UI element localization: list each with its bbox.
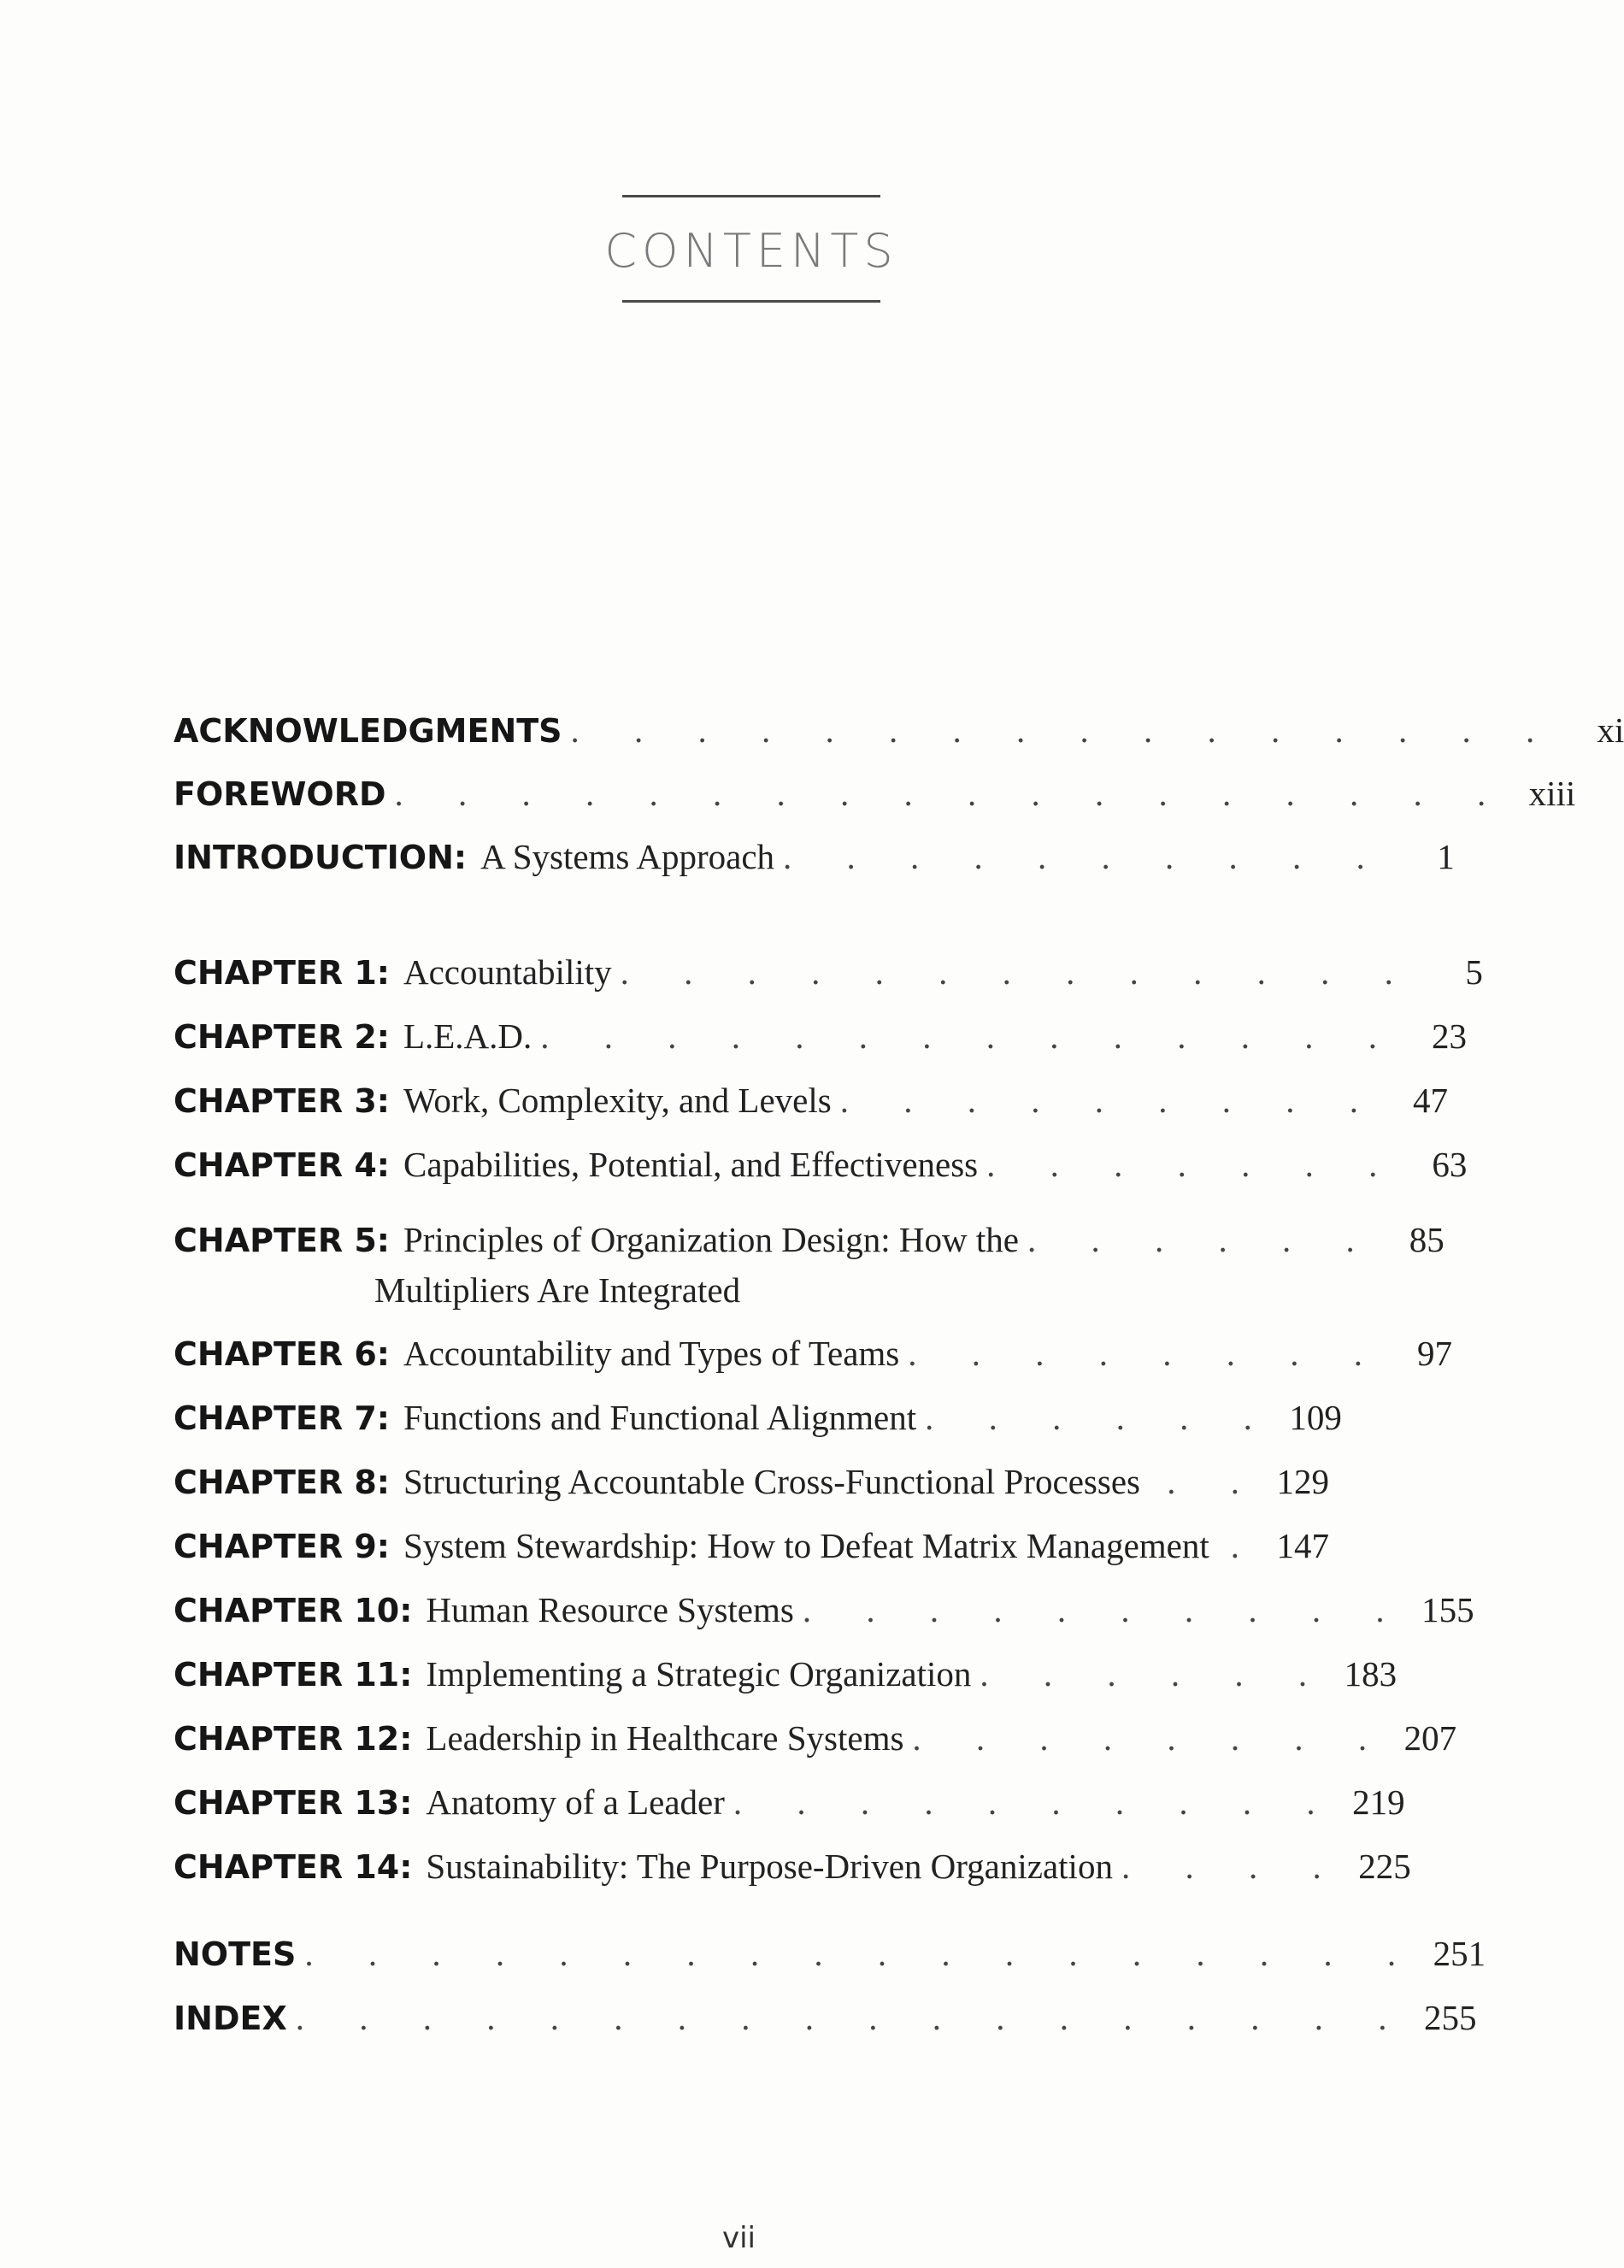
toc-entry-line [174,703,1624,757]
toc-entry-line [174,766,1576,821]
toc-entry[interactable] [174,1212,1445,1313]
toc-entry-label: CHAPTER 2 [174,1018,377,1056]
toc-entry-label: NOTES [174,1935,297,1973]
toc-page-number: 183 [1344,1654,1397,1694]
toc-leader-dots: . . . . . . . [986,1145,1401,1184]
toc-page-number: 255 [1424,1998,1477,2037]
toc-page-number: 251 [1433,1934,1486,1973]
toc-entry-line [174,1711,1457,1765]
toc-entry[interactable] [174,945,1483,999]
toc-page-number: 63 [1432,1145,1468,1184]
toc-entry-line [174,1926,1486,1981]
toc-entry[interactable] [174,1009,1468,1063]
toc-leader-dots: . . . . . . . . . . . . . . . . . . [304,1934,1420,1973]
toc-entry-title: A Systems Approach [480,837,775,876]
toc-entry-separator: : [399,1720,413,1758]
toc-entry-title: Sustainability: The Purpose-Driven Organization [426,1847,1113,1886]
toc-entry[interactable] [174,1390,1342,1445]
toc-entry-label: CHAPTER 12 [174,1720,400,1758]
toc-entry-separator: : [376,1464,390,1501]
toc-entry-label: CHAPTER 13 [174,1784,400,1822]
toc-page-number: 207 [1403,1718,1457,1758]
toc-leader-dots: . . . . . . . . . . . . . . . . . . [394,774,1509,813]
toc-page-number: 5 [1465,952,1483,992]
toc-entry-title: Accountability [403,952,612,992]
toc-entry[interactable] [174,1518,1329,1573]
toc-entry[interactable] [174,1711,1457,1765]
toc-leader-dots: . . . . [1121,1847,1345,1886]
toc-leader-dots: . . . . . . . . . . . . . . . . . . [295,1998,1410,2037]
toc-entry-title: L.E.A.D. [403,1016,533,1056]
toc-entry-separator: : [376,1399,390,1437]
toc-entry-label: CHAPTER 9 [174,1528,377,1565]
toc-page-number: xiii [1528,774,1576,813]
toc-entry-label: INTRODUCTION [174,839,454,876]
toc-leader-dots: . . [1167,1462,1262,1501]
toc-entry[interactable] [174,766,1576,821]
toc-entry[interactable] [174,1582,1474,1637]
toc-entry-separator: : [399,1784,413,1822]
toc-leader-dots: . . . . . . . . . . . . . [620,952,1416,992]
toc-entry-separator: : [376,1082,390,1120]
toc-entry-separator: : [376,1335,390,1373]
toc-entry-line [174,1009,1468,1063]
toc-entry-label: CHAPTER 14 [174,1848,400,1886]
toc-entry[interactable] [174,1839,1411,1894]
toc-entry-line [174,945,1483,999]
toc-entry-line [174,1647,1397,1701]
toc-entry-label: CHAPTER 11 [174,1656,400,1694]
toc-entry-line [174,1326,1453,1381]
toc-leader-dots: . . . . . . [1027,1220,1378,1259]
toc-entry-title: Capabilities, Potential, and Effectiveness [403,1145,979,1184]
toc-entry-label: CHAPTER 5 [174,1222,377,1259]
toc-page-number: 155 [1421,1590,1474,1629]
toc-entry-line [174,1582,1474,1637]
toc-entry[interactable] [174,1775,1405,1829]
toc-entry-label: FOREWORD [174,775,386,813]
toc-entry-separator: : [376,1222,390,1259]
toc-entry[interactable] [174,1926,1486,1981]
toc-entry-label: CHAPTER 1 [174,954,377,992]
toc-leader-dots: . . . . . . . . [912,1718,1391,1758]
toc-entry[interactable] [174,1647,1397,1701]
toc-entry-title: Human Resource Systems [426,1590,794,1629]
toc-leader-dots: . . . . . . . . . . [783,837,1388,876]
toc-entry-title: System Stewardship: How to Defeat Matrix Management [403,1526,1209,1565]
toc-entry[interactable] [174,703,1624,757]
toc-entry-line [174,1390,1342,1445]
toc-entry-label: CHAPTER 3 [174,1082,377,1120]
toc-entry-label: CHAPTER 10 [174,1592,400,1629]
toc-entry-line [174,1212,1445,1267]
toc-entry[interactable] [174,1137,1468,1192]
toc-page-number: 129 [1276,1462,1329,1501]
toc-leader-dots: . . . . . . . . [908,1334,1386,1373]
toc-entry-separator: : [453,839,468,876]
toc-page-number: 225 [1358,1847,1411,1886]
toc-leader-dots: . . . . . . . . . . . . . . [540,1016,1401,1056]
toc-leader-dots: . . . . . . [925,1398,1275,1437]
toc-entry-title: Implementing a Strategic Organization [426,1654,972,1694]
toc-entry-line [174,1990,1477,2045]
toc-entry-line [174,1518,1329,1573]
toc-entry-line [174,1839,1411,1894]
toc-page-number: 97 [1417,1334,1453,1373]
toc-entry-line [174,1073,1448,1128]
toc-entry-title: Principles of Organization Design: How the [403,1220,1019,1259]
toc-entry[interactable] [174,829,1455,884]
toc-entry-title: Anatomy of a Leader [426,1782,725,1822]
toc-entry-title: Accountability and Types of Teams [403,1334,900,1373]
contents-heading: CONTENTS [604,223,898,278]
toc-entry-separator: : [376,1146,390,1184]
toc-leader-dots: . . . . . . . . . . [802,1590,1408,1629]
toc-entry-separator: : [376,1018,390,1056]
toc-entry-label: CHAPTER 7 [174,1399,377,1437]
toc-entry-separator: : [399,1592,413,1629]
toc-entry-title: Functions and Functional Alignment [403,1398,917,1437]
toc-entry-line [174,1775,1405,1829]
toc-entry[interactable] [174,1454,1329,1509]
toc-page-number: 109 [1289,1398,1342,1437]
toc-entry-line [174,829,1455,884]
toc-entry-separator: : [376,954,390,992]
toc-entry-label: CHAPTER 8 [174,1464,377,1501]
toc-page-number: 23 [1432,1016,1468,1056]
page-number: vii [721,2221,756,2255]
toc-entry[interactable] [174,1073,1448,1128]
toc-leader-dots: . . . . . . [980,1654,1331,1694]
toc-entry-separator: : [376,1528,390,1565]
toc-entry-line [174,1454,1329,1509]
toc-entry-title-continued: Multipliers Are Integrated [374,1270,741,1310]
toc-entry-label: ACKNOWLEDGMENTS [174,712,562,750]
toc-entry-separator: : [399,1848,413,1886]
toc-page-number: 47 [1412,1081,1448,1120]
toc-page-number: xi [1597,710,1624,750]
toc-entry[interactable] [174,1326,1453,1381]
toc-entry-title: Work, Complexity, and Levels [403,1081,832,1120]
toc-page-number: 85 [1409,1220,1445,1259]
toc-entry-title: Structuring Accountable Cross-Functional Processes [403,1462,1140,1501]
toc-leader-dots: . . . . . . . . . . . . . . . . [570,710,1558,750]
toc-page-number: 147 [1276,1526,1329,1565]
toc-entry-label: INDEX [174,2000,287,2037]
toc-entry-label: CHAPTER 6 [174,1335,377,1373]
toc-page-number: 1 [1437,837,1455,876]
toc-entry-label: CHAPTER 4 [174,1146,377,1184]
toc-entry[interactable] [174,1990,1477,2045]
toc-entry-title: Leadership in Healthcare Systems [426,1718,904,1758]
toc-leader-dots: . . . . . . . . . . [733,1782,1339,1822]
toc-entry-separator: : [399,1656,413,1694]
toc-page-number: 219 [1352,1782,1405,1822]
toc-entry-line [174,1137,1468,1192]
toc-leader-dots: . [1230,1526,1262,1565]
toc-leader-dots: . . . . . . . . . [839,1081,1381,1120]
